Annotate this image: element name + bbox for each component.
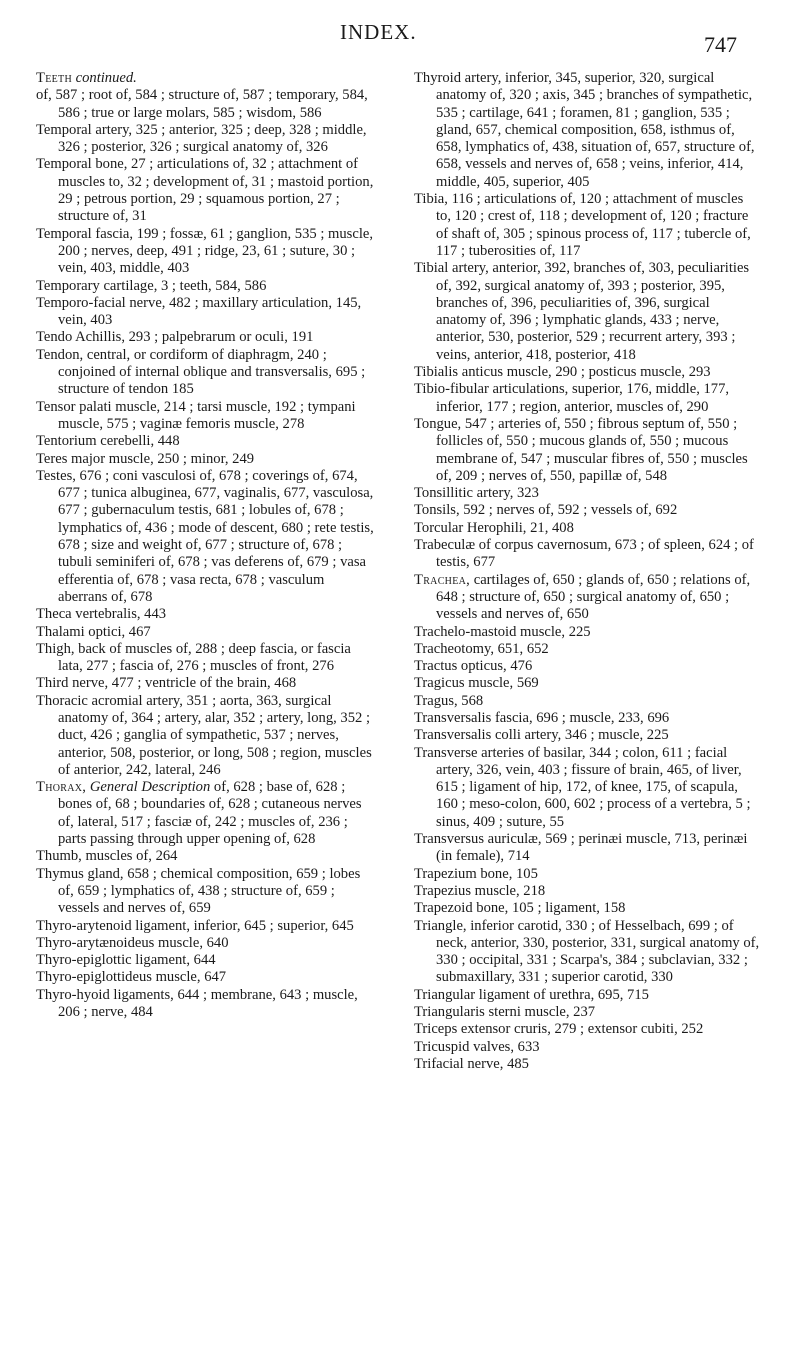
index-entry <box>414 70 760 191</box>
index-entry-text: Thoracic acromial artery, 351 ; aorta, 363, surgical anatomy of, 364 ; artery, alar, 352 ; artery, long, 352 ; duct, 426 ; ganglia of sympathetic, 537 ; nerves, anterior, 508, posterior, or long, 508 ; region, muscles of anterior, 242, lateral, 246 <box>36 692 372 778</box>
index-entry-text: Tibial artery, anterior, 392, branches of, 303, peculiarities of, 392, surgical anatomy of, 393 ; posterior, 395, branches of, 396, peculiarities of, 396, surgical anatomy of, 396 ; lymphatic glands, 433 ; nerve, anterior, 530, posterior, 529 ; recurrent artery, 393 ; veins, anterior, 418, posterior, 418 <box>414 260 750 363</box>
index-entry <box>414 883 760 900</box>
index-entry <box>36 848 376 865</box>
page-title: INDEX. <box>340 20 417 44</box>
index-entry <box>414 658 760 675</box>
index-entry-text: Thalami optici, 467 <box>36 623 151 640</box>
index-entry-text: Trapezoid bone, 105 ; ligament, 158 <box>414 900 626 917</box>
index-entry-text: Tracheotomy, 651, 652 <box>414 640 549 657</box>
index-entry-text: Temporo-facial nerve, 482 ; maxillary articulation, 145, vein, 403 <box>36 294 362 329</box>
running-header <box>0 14 800 57</box>
index-entry-text: Thigh, back of muscles of, 288 ; deep fascia, or fascia lata, 277 ; fascia of, 276 ; muscles of front, 276 <box>36 640 351 675</box>
index-entry-text: Theca vertebralis, 443 <box>36 606 167 623</box>
index-entry-text: Thyroid artery, inferior, 345, superior, 320, surgical anatomy of, 320 ; axis, 345 ; branches of sympathetic, 535 ; cartilage, 641 ; foramen, 81 ; ganglion, 535 ; gland, 657, chemical composition, 658, isthmus of, 658, lymphatics of, 438, situation of, 657, structure of, 658, vessels and nerves of, 658 ; veins, inferior, 414, middle, 405, superior, 405 <box>414 70 755 190</box>
index-entry-text: cartilages of, 650 ; glands of, 650 ; relations of, 648 ; structure of, 650 ; surgical anatomy of, 650 ; vessels and nerves of, 650 <box>436 571 751 623</box>
index-entry <box>414 537 760 572</box>
index-entry <box>414 191 760 260</box>
index-entry <box>414 520 760 537</box>
index-entry <box>414 693 760 710</box>
index-entry <box>414 502 760 519</box>
index-entry <box>36 606 376 623</box>
index-entry <box>36 624 376 641</box>
right-index-column <box>414 70 760 1073</box>
index-entry-text: Triangularis sterni muscle, 237 <box>414 1004 596 1021</box>
index-entry-text: Teres major muscle, 250 ; minor, 249 <box>36 450 255 467</box>
index-entry <box>414 987 760 1004</box>
index-entry <box>414 416 760 485</box>
index-entry-text: Torcular Herophili, 21, 408 <box>414 519 574 536</box>
index-entry-text: Tibia, 116 ; articulations of, 120 ; attachment of muscles to, 120 ; crest of, 118 ; development of, 120 ; fracture of shaft of, 305 ; spinous process of, 117 ; tubercle of, 117 ; tuberosities of, 117 <box>414 191 751 259</box>
index-entry-text: Transversus auriculæ, 569 ; perinæi muscle, 713, perinæi (in female), 714 <box>414 831 748 865</box>
index-entry-text: Tractus opticus, 476 <box>414 658 533 675</box>
index-entry-text: Tendon, central, or cordiform of diaphragm, 240 ; conjoined of internal oblique and transversalis, 695 ; structure of tendon 185 <box>36 346 366 398</box>
index-entry-text: Thyro-hyoid ligaments, 644 ; membrane, 643 ; muscle, 206 ; nerve, 484 <box>36 986 358 1021</box>
index-entry-text: Temporary cartilage, 3 ; teeth, 584, 586 <box>36 277 267 294</box>
index-entry <box>36 122 376 157</box>
index-entry-text: Tonsillitic artery, 323 <box>414 485 539 502</box>
index-entry <box>36 987 376 1022</box>
index-entry-text: Thymus gland, 658 ; chemical composition, 659 ; lobes of, 659 ; lymphatics of, 438 ; structure of, 659 ; vessels and nerves of, 659 <box>36 865 361 917</box>
index-entry-text: Thumb, muscles of, 264 <box>36 848 178 865</box>
index-entry-text: of, 628 ; base of, 628 ; bones of, 68 ; boundaries of, 628 ; cutaneous nerves of, lateral, 517 ; fasciæ of, 242 ; muscles of, 236 ; parts passing through upper opening of, 628 <box>58 779 362 848</box>
index-entry-text: Temporal artery, 325 ; anterior, 325 ; deep, 328 ; middle, 326 ; posterior, 326 ; surgical anatomy of, 326 <box>36 121 367 156</box>
index-entry <box>414 918 760 987</box>
index-entry <box>36 952 376 969</box>
index-entry-text: Triceps extensor cruris, 279 ; extensor cubiti, 252 <box>414 1021 704 1038</box>
index-entry-text: Trabeculæ of corpus cavernosum, 673 ; of spleen, 624 ; of testis, 677 <box>414 537 754 571</box>
index-entry-text: Thyro-arytenoid ligament, inferior, 645 ; superior, 645 <box>36 917 354 934</box>
index-entry <box>36 641 376 676</box>
index-entry-text: Triangular ligament of urethra, 695, 715 <box>414 986 649 1003</box>
index-entry <box>36 675 376 692</box>
index-entry-text: Trapezium bone, 105 <box>414 865 538 882</box>
index-entry-text: Transversalis fascia, 696 ; muscle, 233, 696 <box>414 709 670 726</box>
index-entry <box>414 641 760 658</box>
index-entry-heading: Thorax, <box>36 779 87 796</box>
index-entry <box>414 831 760 866</box>
index-entry <box>414 710 760 727</box>
index-entry <box>36 329 376 346</box>
index-entry-text: Tragicus muscle, 569 <box>414 675 539 692</box>
index-entry-text: Trapezius muscle, 218 <box>414 882 546 899</box>
index-entry-continued: continued. <box>71 70 137 86</box>
index-entry <box>414 1004 760 1021</box>
index-entry <box>414 624 760 641</box>
index-entry <box>36 70 376 87</box>
index-entry <box>36 935 376 952</box>
index-entry-text: Triangle, inferior carotid, 330 ; of Hesselbach, 699 ; of neck, anterior, 330, posterior, 331, surgical anatomy of, 330 ; occipital, 331 ; Scarpa's, 384 ; subclavian, 332 ; submaxillary, 331 ; superior carotid, 330 <box>414 917 760 986</box>
index-entry <box>36 295 376 330</box>
index-entry-text: Tibialis anticus muscle, 290 ; posticus muscle, 293 <box>414 364 711 381</box>
index-entry-text: Tricuspid valves, 633 <box>414 1038 540 1055</box>
index-entry-text: Testes, 676 ; coni vasculosi of, 678 ; coverings of, 674, 677 ; tunica albuginea, 677, vaginalis, 677, vasculosa, 677 ; gubernaculum testis, 681 ; lobules of, 678 ; lymphatics of, 436 ; mode of descent, 680 ; rete testis, 678 ; size and weight of, 677 ; structure of, 678 ; tubuli seminiferi of, 678 ; vas deferens of, 679 ; vasa efferentia of, 678 ; vasa recta, 678 ; vasculum aberrans of, 678 <box>36 467 374 605</box>
index-entry <box>36 969 376 986</box>
index-entry <box>36 87 376 122</box>
index-entry <box>414 364 760 381</box>
index-entry-text: Tongue, 547 ; arteries of, 550 ; fibrous septum of, 550 ; follicles of, 550 ; mucous glands of, 550 ; mucous membrane of, 547 ; muscular fibres of, 550 ; muscles of, 209 ; nerves of, 550, papillæ of, 548 <box>414 415 748 484</box>
index-entry <box>36 347 376 399</box>
index-entry-heading: Trachea, <box>414 571 471 588</box>
index-entry <box>36 399 376 434</box>
index-entry-text: Transverse arteries of basilar, 344 ; colon, 611 ; facial artery, 326, vein, 403 ; fissure of brain, 465, of liver, 615 ; ligament of hip, 172, of knee, 175, of scapula, 160 ; meso-colon, 600, 602 ; process of a vertebra, 5 ; sinus, 409 ; suture, 55 <box>414 744 751 830</box>
index-entry-text: Third nerve, 477 ; ventricle of the brain, 468 <box>36 675 297 692</box>
index-entry-italic: General Description <box>89 779 211 796</box>
index-entry-text: Temporal fascia, 199 ; fossæ, 61 ; ganglion, 535 ; muscle, 200 ; nerves, deep, 491 ; ridge, 23, 61 ; suture, 30 ; vein, 403, middle, 403 <box>36 225 374 277</box>
index-entry <box>36 693 376 779</box>
index-entry <box>414 381 760 416</box>
index-entry <box>414 572 760 624</box>
left-index-column <box>36 70 376 1021</box>
index-entry <box>36 866 376 918</box>
index-entry <box>414 485 760 502</box>
index-entry <box>36 451 376 468</box>
index-entry <box>414 260 760 364</box>
index-entry <box>414 675 760 692</box>
index-entry <box>414 745 760 831</box>
index-entry-text: Tonsils, 592 ; nerves of, 592 ; vessels of, 692 <box>414 502 678 519</box>
index-entry <box>36 468 376 606</box>
index-entry-text: Thyro-epiglottideus muscle, 647 <box>36 969 227 986</box>
index-entry-text: Tendo Achillis, 293 ; palpebrarum or oculi, 191 <box>36 329 314 346</box>
index-entry <box>414 866 760 883</box>
index-entry <box>36 156 376 225</box>
index-entry-text: Tentorium cerebelli, 448 <box>36 433 180 450</box>
index-entry-text: Temporal bone, 27 ; articulations of, 32 ; attachment of muscles to, 32 ; development of, 31 ; mastoid portion, 29 ; petrous portion, 29 ; squamous portion, 27 ; structure of, 31 <box>36 156 374 225</box>
index-entry-text: Transversalis colli artery, 346 ; muscle, 225 <box>414 727 669 744</box>
index-entry-text: Tragus, 568 <box>414 692 484 709</box>
index-entry-text: Trachelo-mastoid muscle, 225 <box>414 623 591 640</box>
index-entry-text: Tibio-fibular articulations, superior, 176, middle, 177, inferior, 177 ; region, anterior, muscles of, 290 <box>414 381 730 415</box>
index-entry <box>36 226 376 278</box>
index-entry <box>36 779 376 848</box>
index-entry-text: Thyro-arytænoideus muscle, 640 <box>36 934 229 951</box>
index-entry-heading: Teeth <box>36 70 72 86</box>
index-entry-text: Thyro-epiglottic ligament, 644 <box>36 952 216 969</box>
index-entry <box>414 727 760 744</box>
index-entry <box>414 900 760 917</box>
index-entry <box>414 1021 760 1038</box>
index-entry-text: Trifacial nerve, 485 <box>414 1055 529 1072</box>
index-entry-text: Tensor palati muscle, 214 ; tarsi muscle, 192 ; tympani muscle, 575 ; vaginæ femoris muscle, 278 <box>36 398 356 432</box>
index-entry-text: of, 587 ; root of, 584 ; structure of, 587 ; temporary, 584, 586 ; true or large molars, 585 ; wisdom, 586 <box>36 87 368 121</box>
index-entry <box>36 918 376 935</box>
index-entry <box>36 278 376 295</box>
index-entry <box>414 1039 760 1056</box>
index-entry <box>414 1056 760 1073</box>
index-entry <box>36 433 376 450</box>
page-number: 747 <box>704 32 737 57</box>
